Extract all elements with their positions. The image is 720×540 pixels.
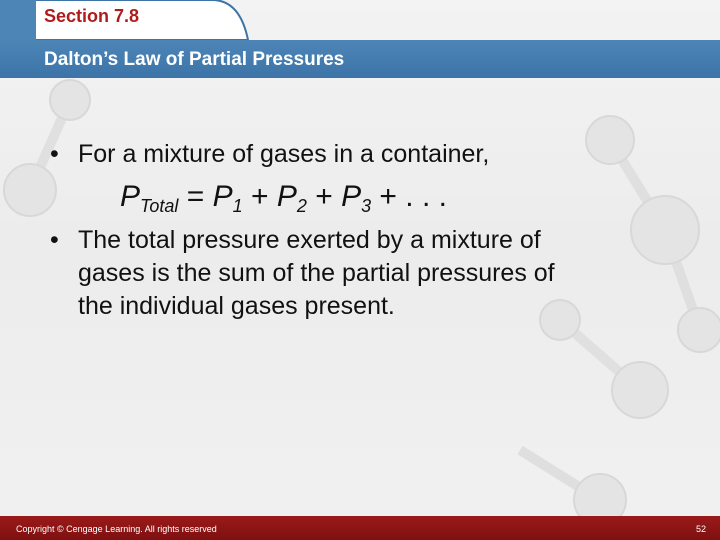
equation-plus: + xyxy=(306,180,342,213)
equation-term: P xyxy=(212,180,233,213)
equation-plus: + xyxy=(371,180,406,213)
bullet-marker: • xyxy=(50,226,59,254)
section-label: Section 7.8 xyxy=(44,6,140,26)
equation-equals: = xyxy=(178,180,213,213)
equation-ellipsis: . . . xyxy=(405,180,447,213)
bullet-line: The total pressure exerted by a mixture of xyxy=(78,226,541,254)
equation-term-subscript: 1 xyxy=(232,196,243,216)
page-number: 52 xyxy=(695,524,706,534)
equation-term-subscript: 3 xyxy=(361,196,372,216)
equation-term: P xyxy=(341,180,362,213)
equation-lhs-subscript: Total xyxy=(140,196,179,216)
bullet-marker: • xyxy=(50,140,59,168)
slide-title: Dalton’s Law of Partial Pressures xyxy=(44,49,345,70)
bullet-text xyxy=(78,224,555,323)
bullet-text: For a mixture of gases in a container, xyxy=(78,140,490,168)
copyright-notice: Copyright © Cengage Learning. All rights reserved xyxy=(16,524,217,534)
bullet-line: the individual gases present. xyxy=(78,292,395,320)
equation-term: P xyxy=(276,180,297,213)
equation-lhs: P xyxy=(120,180,141,213)
bullet-line: gases is the sum of the partial pressures of xyxy=(78,259,555,287)
dalton-equation xyxy=(120,180,447,217)
equation-term-subscript: 2 xyxy=(296,196,307,216)
equation-plus: + xyxy=(242,180,277,213)
footer-bar xyxy=(0,516,720,540)
